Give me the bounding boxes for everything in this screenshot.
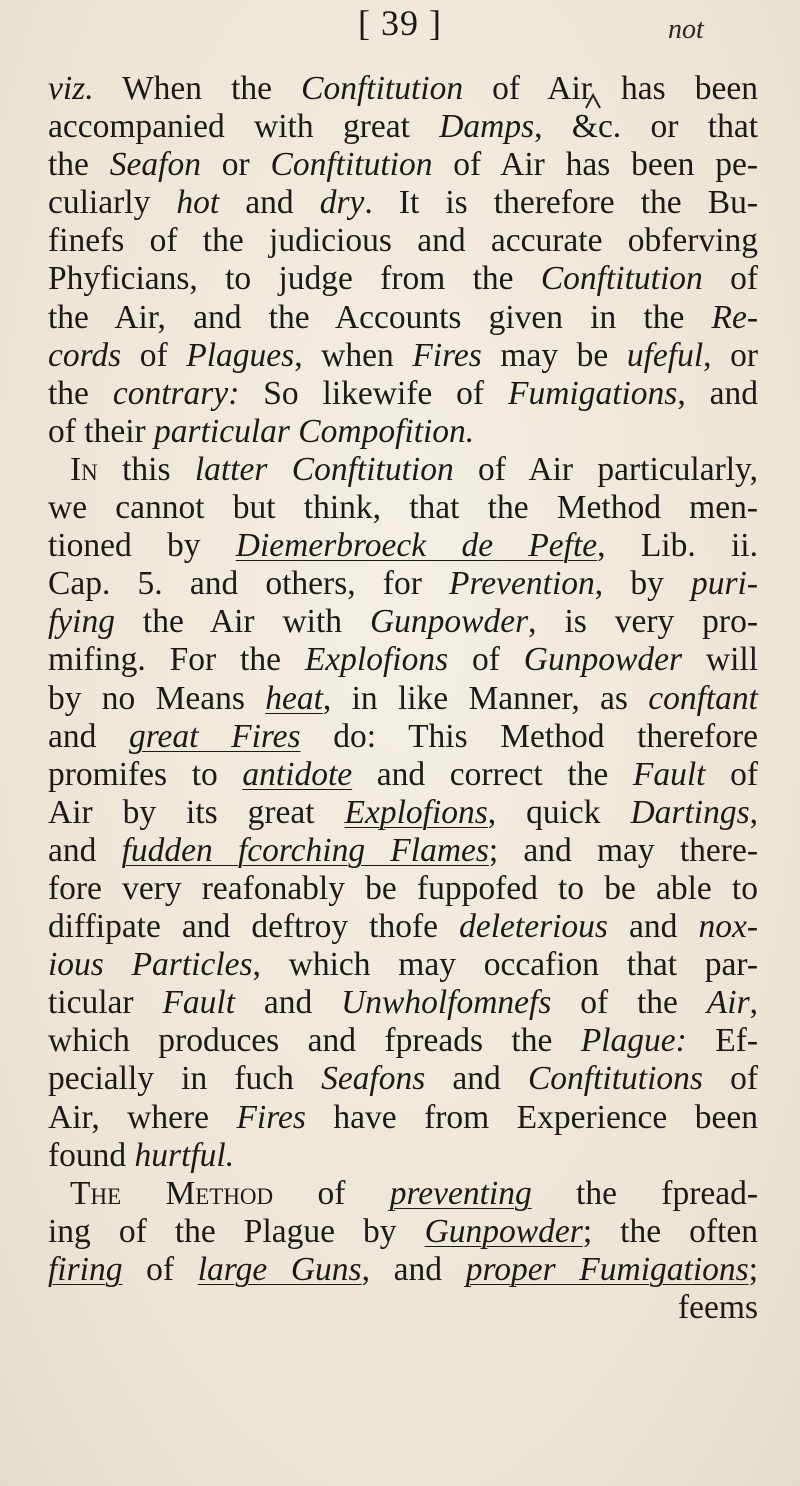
text-run: pecially in fuch [48, 1060, 322, 1098]
text-italic: Dartings [630, 793, 750, 831]
text-line [48, 527, 758, 565]
text-run: , which may occafion that par- [252, 946, 759, 984]
text-italic-underlined: Gunpowder [424, 1212, 583, 1250]
text-run: of Air has been [463, 70, 759, 107]
text-run: and [48, 831, 122, 869]
text-italic: Conftitution [270, 146, 433, 184]
text-line [48, 756, 758, 794]
text-run: this [97, 450, 195, 488]
text-line [48, 641, 758, 679]
text-italic: latter Conftitution [194, 450, 454, 488]
text-run: feems [678, 1289, 758, 1326]
text-run: , Lib. ii. [597, 527, 758, 565]
text-line [48, 451, 758, 489]
text-italic: hurtful. [134, 1136, 235, 1174]
text-run: , and [677, 374, 758, 412]
text-run: , is very pro- [528, 603, 758, 641]
text-run: promifes to [48, 755, 243, 793]
body-text [48, 70, 758, 1327]
text-line [48, 1251, 758, 1289]
text-run: the Air with [114, 603, 370, 641]
text-run: Air, where [48, 1098, 237, 1136]
text-run: of [122, 1250, 198, 1288]
text-line [48, 1060, 758, 1098]
text-run: culiarly [48, 184, 177, 222]
text-run: Air by its great [48, 793, 345, 831]
text-run: have from Experience been [305, 1098, 758, 1136]
text-line [48, 832, 758, 870]
text-run: and [48, 717, 130, 755]
text-line [48, 1213, 758, 1251]
text-run: by no Means [48, 679, 266, 717]
text-italic: Fires [412, 336, 482, 374]
text-run: of [121, 336, 187, 374]
text-run: ing of the Plague by [48, 1212, 425, 1250]
text-italic: Fault [162, 984, 235, 1022]
text-line [48, 794, 758, 832]
text-line [48, 603, 758, 641]
text-italic: conftant [648, 679, 758, 717]
text-line [48, 184, 758, 222]
text-run: , quick [487, 793, 631, 831]
text-italic: deleterious [459, 908, 608, 946]
text-italic: nox- [698, 908, 758, 946]
text-line [48, 299, 758, 337]
text-line [48, 108, 758, 146]
text-run: of their [48, 412, 155, 450]
text-italic: contrary: [112, 374, 240, 412]
text-small-caps: In [70, 450, 98, 488]
text-line [48, 489, 758, 527]
text-run: Cap. 5. and others, for [48, 565, 450, 603]
text-italic: particular Compofition. [154, 412, 475, 450]
text-italic: Conftitutions [527, 1060, 703, 1098]
text-italic-underlined: antidote [242, 755, 353, 793]
text-run: Phyficians, to judge from the [48, 260, 541, 298]
text-run: or [200, 146, 271, 184]
text-italic-underlined: proper Fumigations [465, 1250, 749, 1288]
text-run: will [682, 641, 758, 679]
text-run: of Air has been pe- [432, 146, 758, 184]
text-run: the [48, 146, 110, 184]
text-run: ; the often [582, 1212, 758, 1250]
text-italic: viz. [48, 70, 94, 107]
text-line [48, 565, 758, 603]
text-line [48, 375, 758, 413]
text-italic: puri- [691, 565, 758, 603]
text-italic-underlined: fudden fcorching Flames [121, 831, 489, 869]
text-line [48, 70, 758, 108]
text-italic: hot [176, 184, 220, 222]
text-run: of [705, 755, 759, 793]
text-italic-underlined: large Guns [197, 1250, 362, 1288]
text-run: the Air, and the Accounts given in the [48, 298, 712, 336]
text-run: of [448, 641, 524, 679]
text-run: ; [748, 1250, 758, 1288]
text-italic: Fault [632, 755, 706, 793]
text-italic-underlined: Diemerbroeck de Pefte [235, 527, 598, 565]
text-italic: Fires [236, 1098, 306, 1136]
text-run: do: This Method therefore [300, 717, 758, 755]
text-run: , when [294, 336, 413, 374]
text-run: which produces and fpreads the [48, 1022, 581, 1060]
text-run: . It is therefore the Bu- [364, 184, 758, 222]
text-italic: Gunpowder [369, 603, 529, 641]
text-line [48, 1137, 758, 1175]
page-number: [ 39 ] [358, 3, 442, 43]
text-line [48, 146, 758, 184]
text-italic: Gunpowder [523, 641, 682, 679]
text-line [48, 680, 758, 718]
text-run: may be [481, 336, 627, 374]
text-italic: cords [48, 336, 122, 374]
text-italic: dry [319, 184, 365, 222]
text-run: , [749, 984, 758, 1022]
text-italic: ious Particles [48, 946, 253, 984]
text-run: , or [703, 336, 759, 374]
text-italic-underlined: heat [265, 679, 323, 717]
text-run: , and [361, 1250, 466, 1288]
text-run: and [607, 908, 699, 946]
text-line [48, 413, 758, 451]
text-italic: Conftitution [540, 260, 703, 298]
text-run: of [702, 260, 758, 298]
text-italic-underlined: preventing [389, 1174, 532, 1212]
text-run: , in like Manner, as [322, 679, 649, 717]
text-run: So likewife of [239, 374, 508, 412]
text-run: the fpread- [531, 1174, 758, 1212]
text-run: mifing. For the [48, 641, 305, 679]
text-run: , by [594, 565, 691, 603]
text-run: accompanied with great [48, 108, 440, 146]
text-small-caps: The Method [70, 1174, 274, 1212]
text-run: finefs of the judicious and accurate obferving [48, 222, 758, 260]
text-run: of [702, 1060, 758, 1098]
text-italic: Re- [711, 298, 758, 336]
text-line [48, 1099, 758, 1137]
text-line [48, 908, 758, 946]
text-run: ticular [48, 984, 163, 1022]
text-line [48, 718, 758, 756]
text-italic: Plague: [580, 1022, 687, 1060]
text-italic-underlined: firing [48, 1250, 123, 1288]
text-italic: Plagues [186, 336, 295, 374]
text-italic: Seafon [109, 146, 201, 184]
text-italic: Air [706, 984, 750, 1022]
text-italic: Damps [439, 108, 535, 146]
catchword [48, 1289, 758, 1327]
text-line [48, 260, 758, 298]
text-run: and [425, 1060, 528, 1098]
text-italic: Conftitution [301, 70, 464, 107]
text-italic-underlined: Explofions [344, 793, 488, 831]
text-run: and [219, 184, 320, 222]
text-line [48, 222, 758, 260]
text-italic: Explofions [304, 641, 449, 679]
text-run: diffipate and deftroy thofe [48, 908, 460, 946]
text-italic: Seafons [321, 1060, 426, 1098]
text-run: ; and may there- [488, 831, 758, 869]
text-run: and correct the [352, 755, 633, 793]
text-run: of [273, 1174, 390, 1212]
text-run: tioned by [48, 527, 236, 565]
text-run: When the [93, 70, 302, 107]
text-run: Ef- [686, 1022, 759, 1060]
handwritten-marginal-note: not [668, 14, 704, 45]
text-italic: ufeful [626, 336, 704, 374]
text-italic-underlined: great Fires [129, 717, 301, 755]
text-line [48, 1022, 758, 1060]
text-run: we cannot but think, that the Method men- [48, 489, 758, 527]
text-run: found [48, 1136, 135, 1174]
text-line [48, 337, 758, 375]
text-run: , [749, 793, 758, 831]
text-run: , &c. or that [534, 108, 758, 146]
text-run: fore very reafonably be fuppofed to be able to [48, 869, 758, 907]
text-run: the [48, 374, 113, 412]
text-line [48, 946, 758, 984]
text-line [48, 870, 758, 908]
text-italic: fying [48, 603, 115, 641]
text-run: and [235, 984, 342, 1022]
text-italic: Prevention [449, 565, 595, 603]
text-italic: Fumigations [507, 374, 678, 412]
text-run: of Air particularly, [453, 450, 759, 488]
text-line [48, 1175, 758, 1213]
text-line [48, 984, 758, 1022]
text-run: of the [551, 984, 707, 1022]
text-italic: Unwholfomnefs [341, 984, 552, 1022]
